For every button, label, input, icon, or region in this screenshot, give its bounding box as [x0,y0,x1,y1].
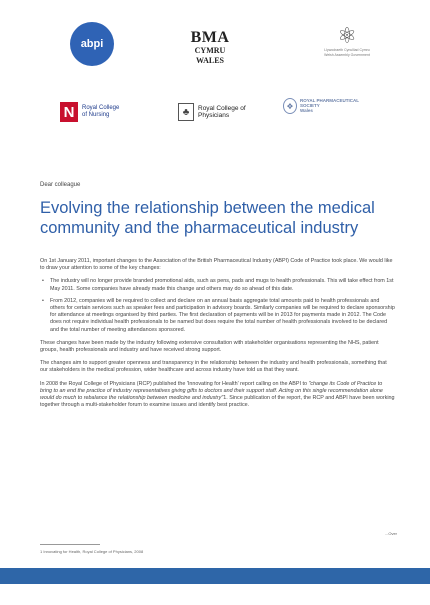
rcp-report-text-b: 1. Since publication of the report, the RCP and ABPI have been working together through a multi-stakeholder forum to examine issues and identify best practice. [40,395,395,409]
bma-logo-line3: WALES [195,56,224,65]
rcp-logo-text: Royal College of Physicians [198,105,246,119]
abpi-logo-text: abpi [80,38,104,50]
rps-logo-text [300,98,370,113]
rcn-logo [60,102,120,122]
rps-logo-line2: Wales [300,108,313,113]
rps-crest-icon: ❖ [283,98,297,114]
footnote: 1 Innovating for Health, Royal College of Physicians, 2008 [40,549,144,554]
footnote-divider [40,544,100,545]
bma-logo-line1: BMA [190,29,230,46]
list-item: • From 2012, companies will be required to collect and declare on an annual basis aggregate total amounts paid to health professionals and others for certain services such as speaker fees and participation in advisory boards. Similarly companies will be required to declare sponsorship for attendance at meetings organised by third parties. The first declaration of payments will be in 2013 for payments made in 2012. The Code does not require individual health professionals to be named but does require the total number of health professionals involved to be declared and the total number of meeting attendances sponsored. [50,298,395,334]
welsh-gov-line2: Welsh Assembly Government [324,53,370,57]
rps-logo [283,98,370,114]
rcn-mark-icon: N [60,102,78,122]
paragraph-consultation: These changes have been made by the industry following extensive consultation with stakeholder organisations representing the NHS, patient groups, health professionals and industry and have received strong support. [40,339,379,354]
paragraph-transparency: The changes aim to support greater openness and transparency in the relationship between the industry and health professionals, something that our stakeholders in the medical profession, wider healthcare and across industry have told us that they want. [40,360,387,374]
rcp-report-quote: "change its Code of Practice to bring to an end the practice of industry representatives giving gifts to doctors and their support staff. Acting on this single recommendation alone would do much to rebalance the relationship between medicine and industry" [40,380,383,402]
footer-bar [0,568,430,584]
bma-logo-line2: CYMRU [194,46,226,55]
logo-strip [0,0,430,150]
key-changes-list [40,278,395,333]
welsh-assembly-government-logo [312,24,382,58]
bma-cymru-wales-logo [180,30,240,66]
intro-paragraph: On 1st January 2011, important changes to the Association of the British Pharmaceutical Industry (ABPI) Code of Practice took place. We would like to draw your attention to some of the key changes: [40,258,393,272]
page-title: Evolving the relationship between the medical community and the pharmaceutical industry [40,199,375,237]
list-item: • The industry will no longer provide branded promotional aids, such as pens, pads and mugs to health professionals. This will take effect from 1st May 2011. Some companies have already made this change and others may do so ahead of this date. [50,278,395,292]
salutation: Dear colleague [40,182,81,188]
rcp-logo [178,103,248,121]
rcn-logo-text: Royal College of Nursing [82,105,120,118]
paragraph-rcp-report [40,381,395,410]
abpi-logo [70,22,114,66]
over-label: ...Over [385,531,398,536]
letter-body [40,182,395,415]
rps-logo-line1: ROYAL PHARMACEUTICAL SOCIETY [300,98,359,108]
welsh-gov-line1: Llywodraeth Cynulliad Cymru [324,48,370,52]
dragon-icon: ⚛ [337,23,357,48]
rcp-crest-icon: ♣ [178,103,194,121]
rcp-report-text-a: In 2008 the Royal College of Physicians (RCP) published the 'Innovating for Health' report calling on the ABPI to [40,380,309,387]
